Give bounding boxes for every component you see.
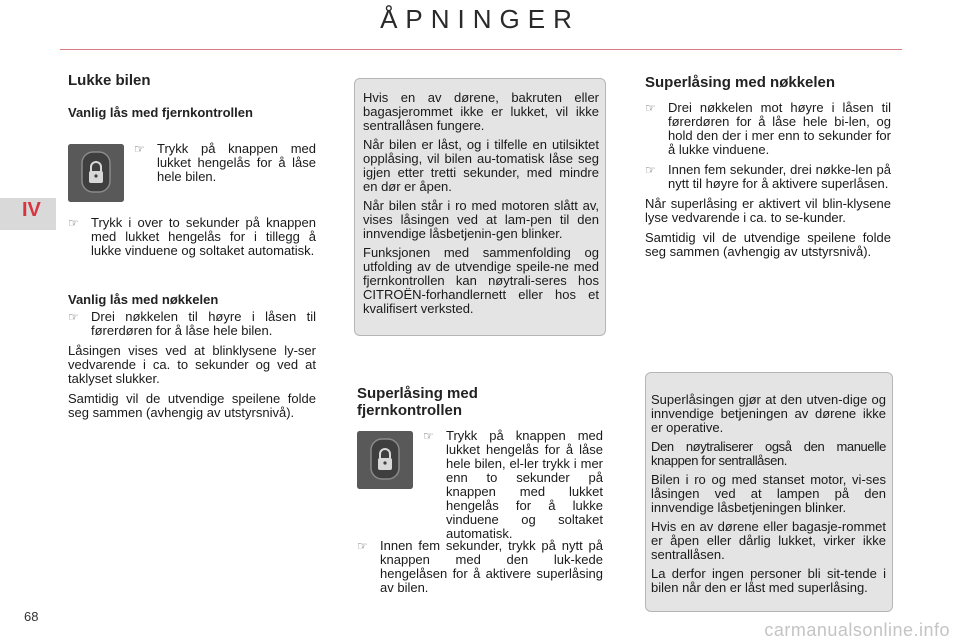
info-paragraph: Når bilen er låst, og i tilfelle en utilsiktet opplåsing, vil bilen au-tomatisk låse seg igjen etter tretti sekunder, med mindre en dør er åpen. — [363, 137, 599, 194]
subheading-remote-lock: Vanlig lås med fjernkontrollen — [68, 105, 253, 120]
title-divider — [60, 49, 902, 50]
pointing-hand-icon: ☞ — [357, 539, 368, 553]
bullet-text: Trykk i over to sekunder på knappen med lukket hengelås for i tillegg å lukke vinduene og soltaket automatisk. — [91, 215, 316, 258]
heading-line: fjernkontrollen — [357, 402, 463, 419]
bullet-text: Innen fem sekunder, trykk på nytt på knappen med den luk-kede hengelåsen for å aktivere superlåsing av bilen. — [380, 538, 603, 595]
chapter-tab — [0, 198, 56, 230]
heading-line: Superlåsing med — [357, 385, 478, 402]
bullet-turn-key-superlock — [645, 101, 891, 157]
pointing-hand-icon: ☞ — [423, 429, 434, 443]
pointing-hand-icon: ☞ — [645, 163, 656, 177]
superlock-remote-instruction — [357, 428, 603, 541]
pointing-hand-icon: ☞ — [645, 101, 656, 115]
info-paragraph: Hvis en av dørene eller bagasje-rommet er åpen eller dårlig lukket, virker ikke sentrallåsen. — [651, 519, 886, 562]
bullet-press-lock — [134, 142, 316, 184]
info-paragraph: Bilen i ro og med stanset motor, vi-ses låsingen ved at lampen på den innvendige låsbetjeningen blinker. — [651, 472, 886, 515]
bullet-press-superlock — [423, 429, 603, 541]
pointing-hand-icon: ☞ — [134, 142, 145, 156]
subheading-key-lock: Vanlig lås med nøkkelen — [68, 292, 219, 307]
middle-column — [357, 385, 603, 601]
bullet-hold-lock — [68, 216, 316, 258]
pointing-hand-icon: ☞ — [68, 310, 79, 324]
info-box-superlocking — [645, 372, 893, 612]
page-title: ÅPNINGER — [380, 4, 580, 34]
paragraph-superlock-indication: Når superlåsing er aktivert vil blin-klysene lyse vedvarende i ca. to se-kunder. — [645, 196, 891, 225]
info-paragraph: Når bilen står i ro med motoren slått av, vises låsingen ved at lam-pen til den innvendige låsbetjenin-gen blinker. — [363, 198, 599, 241]
info-paragraph: La derfor ingen personer bli sit-tende i bilen når den er låst med superlåsing. — [651, 566, 886, 595]
section-heading-lock-car: Lukke bilen — [68, 72, 151, 89]
bullet-turn-again — [645, 163, 891, 191]
remote-lock-instruction — [68, 142, 316, 206]
bullet-text: Trykk på knappen med lukket hengelås for å låse hele bilen. — [157, 141, 316, 184]
bullet-turn-key — [68, 310, 316, 338]
paragraph-lock-indication: Låsingen vises ved at blinklysene ly-ser vedvarende i ca. to sekunder og ved at taklyset slukker. — [68, 343, 316, 386]
paragraph-mirrors: Samtidig vil de utvendige speilene folde seg sammen (avhengig av utstyrsnivå). — [645, 230, 891, 259]
bullet-text: Trykk på knappen med lukket hengelås for å låse hele bilen, el-ler trykk i mer enn to sekunder på knappen med lukket hengelås for å lukke vinduene og soltaket automatisk. — [446, 428, 603, 541]
info-paragraph: Funksjonen med sammenfolding og utfolding av de utvendige speile-ne med fjernkontrollen kan nøytrali-seres hos CITROËN-forhandlernett eller hos et kvalifisert verksted. — [363, 245, 599, 316]
bullet-text: Innen fem sekunder, drei nøkke-len på nytt til høyre for å aktivere superlåsen. — [668, 162, 891, 191]
padlock-button-icon — [357, 431, 413, 489]
info-paragraph: Hvis en av dørene, bakruten eller bagasjerommet ikke er lukket, vil ikke sentrallåsen fungere. — [363, 90, 599, 133]
pointing-hand-icon: ☞ — [68, 216, 79, 230]
chapter-label: IV — [22, 199, 41, 221]
section-heading-superlock-key: Superlåsing med nøkkelen — [645, 74, 836, 91]
paragraph-mirrors: Samtidig vil de utvendige speilene folde seg sammen (avhengig av utstyrsnivå). — [68, 391, 316, 420]
bullet-text: Drei nøkkelen mot høyre i låsen til førerdøren for å låse hele bi-len, og hold den der i mer enn to sekunder for å lukke vinduene. — [668, 100, 891, 157]
watermark: carmanualsonline.info — [764, 620, 950, 640]
bullet-press-again — [357, 539, 603, 595]
right-column — [645, 74, 891, 265]
info-paragraph: Den nøytraliserer også den manuelle knappen for sentrallåsen. — [651, 439, 886, 468]
padlock-button-icon — [68, 144, 124, 202]
bullet-text: Drei nøkkelen til høyre i låsen til førerdøren for å låse hele bilen. — [91, 309, 316, 338]
left-column — [68, 72, 316, 426]
section-heading-superlock-remote — [357, 385, 603, 419]
info-box-central-locking — [354, 78, 606, 336]
page-number: 68 — [24, 609, 39, 624]
info-paragraph: Superlåsingen gjør at den utven-dige og innvendige betjeningen av dørene ikke er operative. — [651, 392, 886, 435]
